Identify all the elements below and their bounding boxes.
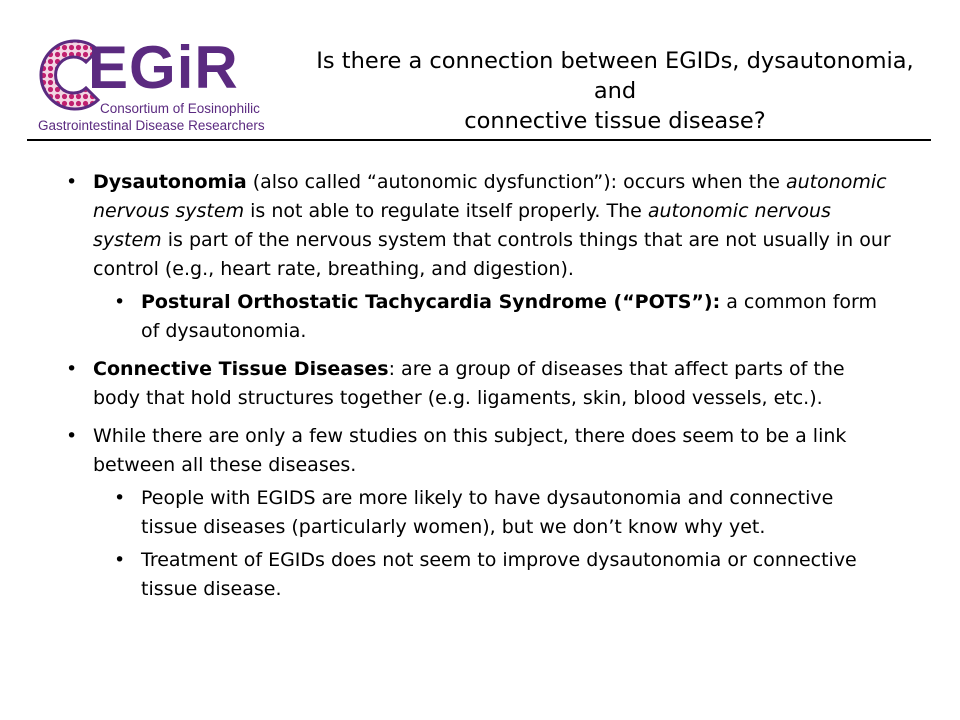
dysautonomia-text-1: (also called “autonomic dysfunction”): occurs when the (246, 171, 786, 193)
term-connective-tissue: Connective Tissue Diseases (93, 358, 389, 380)
connective-tissue-text: : are a group of diseases that affect parts of the body that hold structures together (e.g. ligaments, skin, blood vessels, etc.). (93, 358, 845, 409)
egir-logo (26, 30, 276, 134)
slide-title (300, 46, 930, 136)
pots-text: a common form of dysautonomia. (141, 291, 878, 342)
logo-wordmark: EGiR (88, 34, 239, 101)
dysautonomia-text-3: is part of the nervous system that controls things that are not usually in our control (e.g., heart rate, breathing, and digestion). (93, 229, 891, 280)
bullet-connective-tissue (64, 355, 894, 413)
egids-treatment-text: Treatment of EGIDs does not seem to improve dysautonomia or connective tissue disease. (141, 549, 857, 600)
term-pots: Postural Orthostatic Tachycardia Syndrome (“POTS”): (141, 291, 721, 313)
logo-tagline-line1: Consortium of Eosinophilic (100, 101, 260, 116)
dysautonomia-em-1: autonomic nervous system (93, 171, 887, 222)
bullet-egids-treatment (112, 546, 894, 604)
title-line-1: Is there a connection between EGIDs, dysautonomia, and (316, 48, 914, 104)
logo-tagline-line2: Gastrointestinal Disease Researchers (38, 118, 265, 133)
bullet-dysautonomia (64, 168, 894, 284)
bullet-egids-likelihood (112, 484, 894, 542)
egids-likelihood-text: People with EGIDS are more likely to have dysautonomia and connective tissue diseases (particularly women), but we don’t know why yet. (141, 487, 834, 538)
title-line-2: connective tissue disease? (464, 108, 766, 134)
term-dysautonomia: Dysautonomia (93, 171, 247, 193)
slide-body (64, 168, 894, 604)
dysautonomia-text-2: is not able to regulate itself properly. The (244, 200, 648, 222)
disease-link-text: While there are only a few studies on this subject, there does seem to be a link between all these diseases. (93, 425, 847, 476)
bullet-pots (112, 288, 894, 346)
dysautonomia-em-2: autonomic nervous system (93, 200, 831, 251)
title-divider (27, 139, 931, 141)
bullet-disease-link (64, 422, 894, 480)
